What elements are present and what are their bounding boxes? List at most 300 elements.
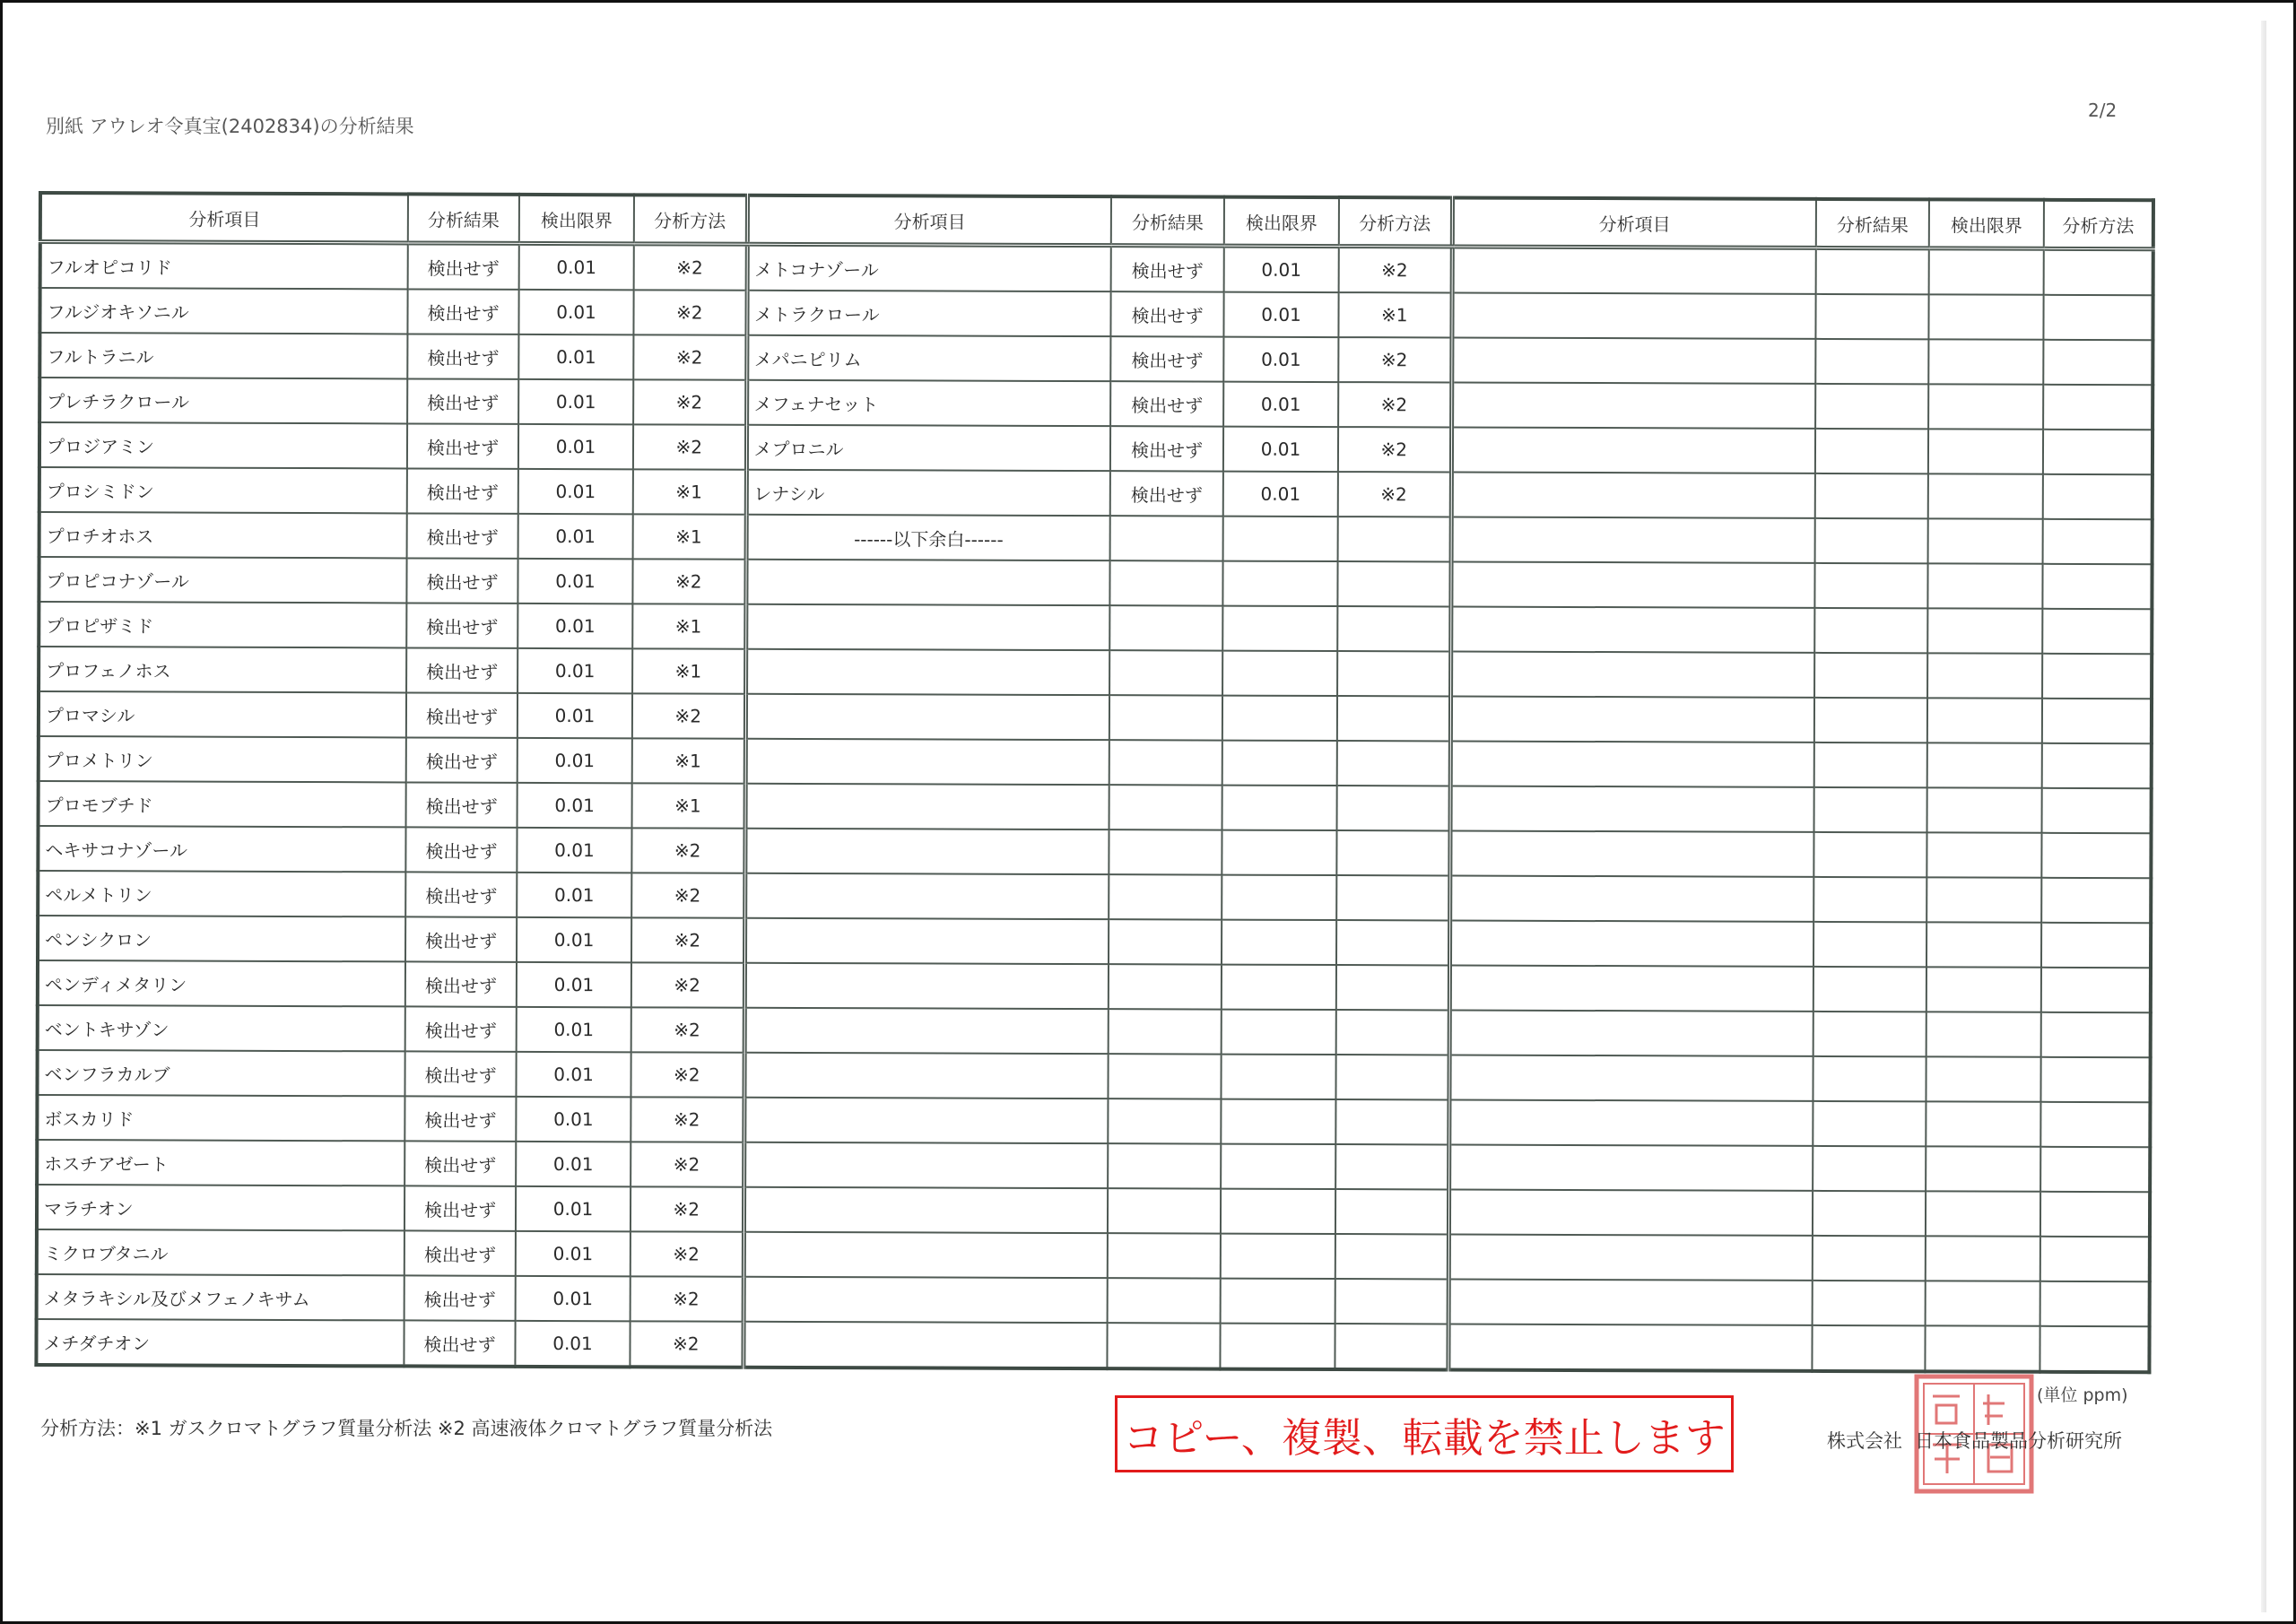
analysis-method-cell: ※2 [631,1142,744,1186]
empty-cell [1926,1281,2040,1325]
empty-cell [1222,696,1337,741]
analysis-result-cell: 検出せず [404,1230,516,1275]
analysis-result-cell: 検出せず [404,1275,516,1320]
analysis-limit-cell: 0.01 [516,1142,631,1186]
analysis-method-cell: ※2 [1338,427,1451,472]
analysis-item-cell: メトコナゾール [747,244,1111,291]
analysis-item-cell: プロシミドン [39,467,407,513]
table-row [37,1140,2150,1192]
empty-cell [1222,830,1336,875]
empty-cell [1221,1055,1335,1099]
table-row [39,467,2152,519]
analysis-result-cell: 検出せず [404,1051,516,1096]
empty-cell [745,784,1109,829]
empty-cell [1926,1236,2040,1281]
analysis-result-cell: 検出せず [405,1006,517,1051]
empty-cell [1449,1010,1813,1055]
empty-cell [1928,473,2043,518]
empty-cell [1926,922,2041,967]
empty-cell [745,604,1109,650]
empty-cell [1928,518,2043,563]
empty-cell [744,873,1109,919]
empty-cell [744,1098,1108,1143]
empty-cell [1335,1189,1448,1234]
empty-cell [1221,1189,1335,1234]
empty-cell [1336,920,1449,965]
analysis-method-cell: ※2 [631,1097,744,1142]
analysis-result-cell: 検出せず [405,872,517,916]
table-row [36,1319,2149,1372]
empty-cell [1336,875,1449,920]
analysis-item-cell: プロピザミド [39,602,406,647]
analysis-item-cell: メプロニル [746,425,1110,471]
empty-cell [1335,1279,1448,1324]
analysis-result-cell: 検出せず [406,692,517,737]
empty-cell [1109,1009,1222,1054]
analysis-item-cell: フルオピコリド [40,242,408,290]
empty-cell [2041,1012,2151,1057]
analysis-limit-cell: 0.01 [517,873,631,917]
analysis-limit-cell: 0.01 [518,514,633,559]
analysis-method-cell: ※2 [633,334,746,379]
analysis-method-cell: ※2 [631,873,744,917]
analysis-item-cell: プロメトリン [39,736,406,782]
empty-cell [1926,1101,2040,1146]
empty-cell [1816,248,1929,294]
table-row [37,1185,2150,1237]
empty-cell [744,1232,1108,1278]
empty-cell [2040,1192,2150,1237]
analysis-limit-cell: 0.01 [517,648,632,693]
empty-cell [1335,1234,1448,1279]
empty-cell [1222,651,1337,696]
analysis-method-cell: ※2 [1338,337,1451,382]
analysis-limit-cell: 0.01 [1223,472,1338,517]
analysis-result-cell: 検出せず [406,737,517,782]
table-row [39,288,2152,340]
analysis-method-cell: ※2 [632,693,745,738]
empty-cell [1222,606,1337,651]
analysis-limit-cell: 0.01 [517,604,632,648]
table-row [39,781,2152,833]
table-row [39,736,2152,788]
analysis-item-cell: プロモブチド [39,781,406,827]
empty-cell [1451,338,1815,384]
analysis-results-table [34,191,2155,1374]
empty-cell [1335,1055,1448,1099]
empty-cell [745,739,1109,785]
empty-cell [2041,878,2151,923]
empty-cell [1926,1191,2040,1236]
empty-cell [1813,1012,1926,1056]
remainder-blank-label: ------以下余白------ [746,515,1110,560]
empty-cell [1448,1189,1813,1235]
table-row [39,602,2152,654]
analysis-result-cell: 検出せず [407,468,518,513]
table-row [39,647,2152,699]
empty-cell [1109,964,1222,1009]
column-header: 分析方法 [2044,200,2153,249]
analysis-result-cell: 検出せず [404,1185,516,1230]
analysis-method-cell: ※2 [631,1231,744,1276]
empty-cell [1109,650,1222,695]
table-row [38,960,2151,1012]
empty-cell [1814,698,1927,743]
empty-cell [1926,877,2041,922]
empty-cell [1926,1146,2040,1191]
analysis-result-cell: 検出せず [1110,336,1223,381]
analysis-limit-cell: 0.01 [1224,246,1339,292]
table-row [39,512,2152,564]
empty-cell [1222,1010,1336,1055]
empty-cell [1449,875,1813,921]
empty-cell [1448,1144,1813,1190]
analysis-item-cell: ペルメトリン [38,871,405,916]
empty-cell [1814,608,1927,653]
analysis-result-cell: 検出せず [404,1096,516,1141]
empty-cell [745,694,1109,740]
empty-cell [745,560,1109,605]
analysis-result-cell: 検出せず [404,1320,515,1366]
analysis-item-cell: メパニピリム [746,335,1110,381]
empty-cell [1336,830,1449,875]
analysis-method-note: 分析方法：※1 ガスクロマトグラフ質量分析法 ※2 高速液体クロマトグラフ質量分析法 [40,1418,773,1439]
empty-cell [2043,295,2152,340]
empty-cell [1927,743,2042,787]
analysis-result-cell: 検出せず [407,289,518,334]
empty-cell [2042,699,2152,743]
empty-cell [1814,787,1927,832]
analysis-method-cell: ※1 [632,738,745,783]
table-row [39,333,2152,385]
analysis-item-cell: マラチオン [37,1185,404,1230]
table-row [39,557,2152,609]
empty-cell [1449,965,1813,1011]
analysis-item-cell: プロチオホス [39,512,407,558]
empty-cell [1450,696,1814,742]
empty-cell [744,1142,1108,1188]
analysis-method-cell: ※2 [1338,472,1451,517]
empty-cell [2042,564,2152,609]
empty-cell [1928,384,2043,429]
analysis-limit-cell: 0.01 [519,243,634,290]
analysis-limit-cell: 0.01 [517,693,632,738]
empty-cell [1108,1099,1221,1143]
empty-cell [1109,829,1222,874]
empty-cell [1448,1234,1813,1280]
empty-cell [743,1322,1107,1368]
analysis-limit-cell: 0.01 [516,1052,631,1097]
analysis-method-cell: ※1 [633,469,746,514]
empty-cell [1109,560,1222,605]
analysis-item-cell: プロジアミン [39,422,407,468]
analysis-item-cell: ベントキサゾン [38,1005,405,1051]
analysis-item-cell: プロピコナゾール [39,557,406,603]
analysis-item-cell: メタラキシル及びメフェノキサム [37,1274,404,1320]
empty-cell [1222,920,1336,965]
empty-cell [744,963,1109,1009]
empty-cell [1927,563,2042,608]
empty-cell [1926,1056,2040,1101]
analysis-limit-cell: 0.01 [518,469,633,514]
empty-cell [1337,696,1450,741]
empty-cell [1815,473,1928,518]
empty-cell [1337,561,1450,606]
empty-cell [1813,1191,1926,1236]
table-row [39,422,2152,474]
empty-cell [2043,385,2152,430]
analysis-result-cell: 検出せず [407,334,518,378]
analysis-limit-cell: 0.01 [1223,292,1338,337]
document-title: 別紙 アウレオ令真宝(2402834)の分析結果 [46,116,414,137]
empty-cell [1110,516,1223,560]
empty-cell [1928,339,2043,384]
column-header: 分析方法 [1339,197,1452,247]
empty-cell [1335,1324,1448,1369]
analysis-item-cell: ベンフラカルブ [37,1050,404,1096]
column-header: 検出限界 [1224,197,1339,247]
analysis-item-cell: メトラクロール [746,291,1110,336]
empty-cell [1451,472,1815,517]
empty-cell [2041,968,2151,1012]
empty-cell [1109,919,1222,964]
analysis-result-cell: 検出せず [1110,381,1223,426]
analysis-method-cell: ※2 [633,424,746,469]
company-label: 日本食品製品分析研究所 [1915,1430,2122,1452]
analysis-item-cell: メフェナセット [746,380,1110,426]
analysis-method-cell: ※1 [632,648,745,693]
empty-cell [1108,1054,1221,1099]
table-header-row [40,193,2153,249]
empty-cell [1451,517,1815,562]
analysis-method-cell: ※2 [630,1321,743,1367]
analysis-item-cell: ペンシクロン [38,916,405,961]
analysis-method-cell: ※1 [1338,292,1451,337]
empty-cell [1335,1144,1448,1189]
empty-cell [1927,698,2042,743]
analysis-result-cell: 検出せず [407,423,518,468]
empty-cell [1928,429,2043,473]
empty-cell [1222,965,1336,1010]
analysis-method-cell: ※1 [632,783,745,828]
empty-cell [1109,605,1222,650]
empty-cell [1813,832,1926,877]
empty-cell [2042,788,2152,833]
analysis-result-cell: 検出せず [406,558,517,603]
analysis-result-cell: 検出せず [407,378,518,423]
analysis-result-cell: 検出せず [405,916,517,961]
table-row [37,1050,2150,1102]
empty-cell [1109,785,1222,829]
empty-cell [1813,1236,1926,1281]
empty-cell [1450,561,1814,607]
analysis-limit-cell: 0.01 [516,1186,631,1231]
analysis-method-cell: ※2 [631,1276,744,1321]
analysis-method-cell: ※2 [631,1186,744,1231]
empty-cell [1108,1233,1221,1278]
empty-cell [1815,294,1928,339]
empty-cell [744,1277,1108,1323]
analysis-method-cell: ※1 [632,604,745,648]
empty-cell [744,829,1109,874]
analysis-limit-cell: 0.01 [517,828,631,873]
column-header: 検出限界 [519,195,634,244]
analysis-method-cell: ※2 [633,379,746,424]
analysis-result-cell: 検出せず [1111,246,1224,292]
analysis-limit-cell: 0.01 [516,1231,631,1276]
empty-cell [1109,874,1222,919]
analysis-method-cell: ※2 [634,244,747,291]
scan-edge-shadow [2261,21,2266,1612]
analysis-result-cell: 検出せず [407,513,518,558]
empty-cell [1221,1234,1335,1279]
empty-cell [1813,877,1926,922]
empty-cell [2043,430,2152,474]
empty-cell [1926,967,2041,1012]
empty-cell [1108,1143,1221,1188]
analysis-method-cell: ※2 [631,917,744,962]
empty-cell [2040,1102,2150,1147]
empty-cell [1814,743,1927,787]
empty-cell [1813,967,1926,1012]
analysis-limit-cell: 0.01 [518,334,633,379]
empty-cell [1814,563,1927,608]
table-row [38,826,2151,878]
empty-cell [1448,1279,1813,1324]
empty-cell [1108,1188,1221,1233]
analysis-item-cell: ボスカリド [37,1095,404,1141]
empty-cell [1451,293,1815,339]
empty-cell [2041,923,2151,968]
empty-cell [2042,609,2152,654]
empty-cell [1928,294,2043,339]
table-row [38,1005,2151,1057]
empty-cell [1338,517,1451,561]
copy-prohibited-notice: コピー、複製、転載を禁止します [1115,1395,1734,1472]
empty-cell [1448,1055,1813,1100]
empty-cell [1927,787,2042,832]
column-header: 分析項目 [747,195,1111,246]
table-row [37,1095,2150,1147]
analysis-item-cell: ミクロブタニル [37,1229,404,1275]
empty-cell [744,1187,1108,1233]
analysis-item-cell: ヘキサコナゾール [38,826,405,872]
empty-cell [1335,1099,1448,1144]
empty-cell [1109,740,1222,785]
empty-cell [1927,608,2042,653]
analysis-result-cell: 検出せず [406,647,517,692]
column-header: 検出限界 [1929,199,2044,248]
analysis-item-cell: メチダチオン [36,1319,404,1366]
analysis-limit-cell: 0.01 [1223,337,1338,382]
column-header: 分析項目 [1452,198,1816,248]
empty-cell [2040,1237,2150,1281]
empty-cell [1927,653,2042,698]
empty-cell [2043,519,2152,564]
empty-cell [2040,1147,2150,1192]
empty-cell [1221,1279,1335,1324]
analysis-limit-cell: 0.01 [516,1276,631,1321]
empty-cell [2043,340,2152,385]
analysis-item-cell: フルジオキソニル [39,288,407,334]
table-row [38,916,2151,968]
empty-cell [1222,741,1337,786]
empty-cell [1221,1099,1335,1144]
empty-cell [745,649,1109,695]
empty-cell [1221,1144,1335,1189]
empty-cell [2042,743,2152,788]
column-header: 分析結果 [408,194,519,243]
empty-cell [1449,920,1813,966]
empty-cell [1337,606,1450,651]
empty-cell [1815,339,1928,384]
empty-cell [1812,1325,1925,1371]
analysis-limit-cell: 0.01 [518,424,633,469]
analysis-method-cell: ※2 [631,962,744,1007]
analysis-result-cell: 検出せず [406,782,517,827]
empty-cell [2039,1326,2149,1372]
table-row [37,1274,2150,1326]
empty-cell [1336,1010,1449,1055]
empty-cell [1450,651,1814,697]
empty-cell [2043,474,2152,519]
analysis-method-cell: ※2 [631,1007,744,1052]
analysis-method-cell: ※2 [631,828,744,873]
column-header: 分析方法 [634,195,747,244]
empty-cell [1929,248,2044,295]
analysis-method-cell: ※2 [1338,382,1451,427]
analysis-limit-cell: 0.01 [515,1321,630,1367]
analysis-limit-cell: 0.01 [1223,382,1338,427]
analysis-item-cell: ペンディメタリン [38,960,405,1006]
empty-cell [1450,741,1814,786]
analysis-item-cell: ホスチアゼート [37,1140,404,1185]
analysis-method-cell: ※2 [633,290,746,334]
analysis-result-cell: 検出せず [1110,291,1223,336]
empty-cell [1815,518,1928,563]
analysis-limit-cell: 0.01 [518,379,633,424]
page-number: 2/2 [2088,100,2118,121]
empty-cell [1220,1324,1335,1369]
empty-cell [1108,1278,1221,1323]
empty-cell [2042,654,2152,699]
empty-cell [1337,651,1450,696]
empty-cell [1451,383,1815,429]
empty-cell [1448,1099,1813,1145]
empty-cell [1222,786,1337,830]
analysis-item-cell: プロフェノホス [39,647,406,692]
table-row [38,871,2151,923]
analysis-method-cell: ※2 [632,559,745,604]
analysis-limit-cell: 0.01 [517,962,631,1007]
empty-cell [1449,830,1813,876]
company-name [1827,1427,2135,1454]
empty-cell [1813,922,1926,967]
analysis-result-cell: 検出せず [406,603,517,647]
analysis-result-cell: 検出せず [405,961,517,1006]
unit-label: (単位 ppm) [2037,1385,2128,1405]
column-header: 分析結果 [1111,196,1224,246]
empty-cell [1815,384,1928,429]
analysis-method-cell: ※1 [633,514,746,559]
analysis-result-cell: 検出せず [408,243,519,290]
analysis-item-cell: レナシル [746,470,1110,516]
analysis-result-cell: 検出せず [404,1141,516,1185]
empty-cell [1448,1324,1812,1370]
analysis-limit-cell: 0.01 [517,1007,631,1052]
empty-cell [2041,833,2151,878]
empty-cell [744,1008,1109,1054]
